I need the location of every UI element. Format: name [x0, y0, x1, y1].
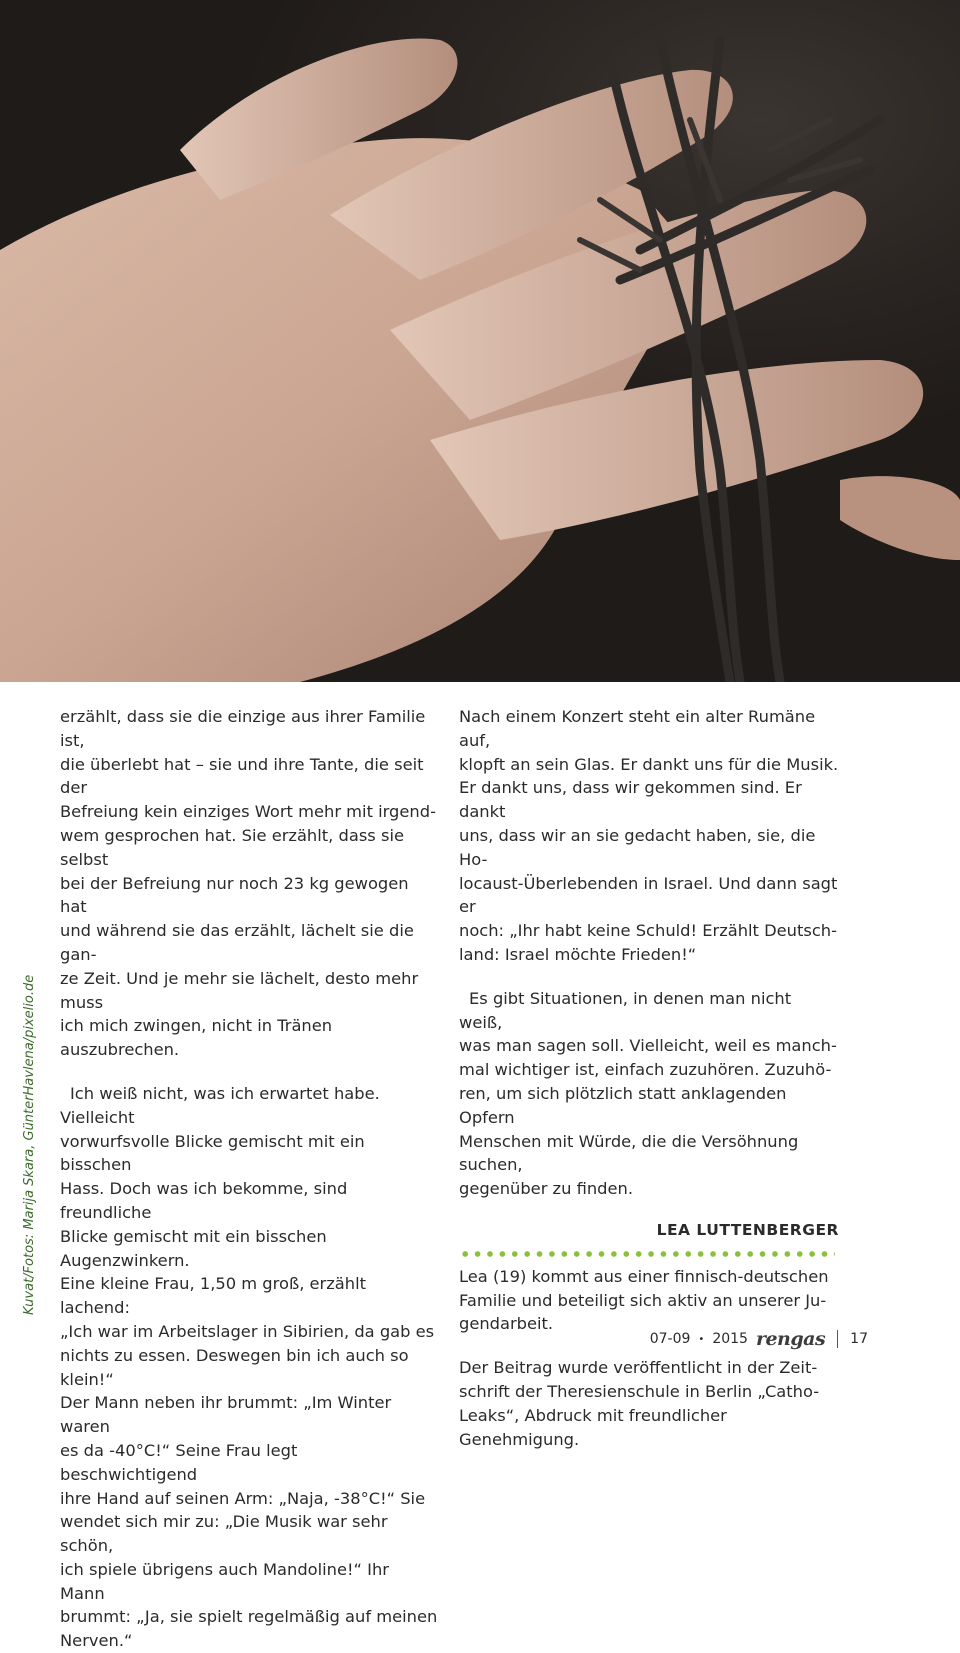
footer-bullet: •	[698, 1333, 705, 1345]
page-footer	[650, 1328, 868, 1350]
left-column	[60, 705, 438, 1653]
left-paragraph-1: erzählt, dass sie die einzige aus ihrer Familie ist, die überlebt hat – sie und ihre Tante, die seit der Befreiung kein einziges Wort mehr mit irgend- wem gesprochen hat. Sie erzählt, dass sie selbst bei der Befreiung nur noch 23 kg gewogen hat und während sie das erzählt, lächelt sie die gan- ze Zeit. Und je mehr sie lächelt, desto mehr muss ich mich zwingen, nicht in Tränen auszubrechen.	[60, 707, 436, 1060]
photo-credit: Kuvat/Fotos: Marija Skara, GünterHavlena/pixelio.de	[22, 974, 37, 1315]
author-name: LEA LUTTENBERGER	[656, 1220, 839, 1239]
footer-separator	[837, 1330, 838, 1348]
issue-number: 07-09	[649, 1331, 691, 1347]
magazine-logo: rengas	[755, 1328, 826, 1350]
left-paragraph-2: Ich weiß nicht, was ich erwartet habe. Vielleicht vorwurfsvolle Blicke gemischt mit ein bisschen Hass. Doch was ich bekomme, sind freundliche Blicke gemischt mit ein bisschen Augenzwinkern. Eine kleine Frau, 1,50 m groß, erzählt lachend: „Ich war im Arbeitslager in Sibirien, da gab es nichts zu essen. Deswegen bin ich auch so klein!“ Der Mann neben ihr brummt: „Im Winter waren es da -40°C!“ Seine Frau legt beschwichtigend ihre Hand auf seinen Arm: „Naja, -38°C!“ Sie wendet sich mir zu: „Die Musik war sehr schön, ich spiele übrigens auch Mandoline!“ Ihr Mann brummt: „Ja, sie spielt regelmäßig auf meinen Nerven.“	[60, 1083, 438, 1651]
dotted-divider	[459, 1249, 835, 1259]
page-number: 17	[850, 1331, 868, 1347]
right-paragraph-1: Nach einem Konzert steht ein alter Rumäne auf, klopft an sein Glas. Er dankt uns für die Musik. Er dankt uns, dass wir gekommen sind. Er dankt uns, dass wir an sie gedacht haben, sie, die Ho- locaust-Überlebenden in Israel. Und dann sagt er noch: „Ihr habt keine Schuld! Erzählt Deutsch- land: Israel möchte Frieden!“	[459, 707, 839, 964]
hand-barbed-wire-photo	[0, 0, 960, 682]
issue-year: 2015	[712, 1331, 748, 1347]
publication-note: Der Beitrag wurde veröffentlicht in der Zeit- schrift der Theresienschule in Berlin „Catho- Leaks“, Abdruck mit freundlicher Genehmigung.	[459, 1358, 820, 1449]
photo-illustration	[0, 0, 960, 682]
right-paragraph-2: Es gibt Situationen, in denen man nicht weiß, was man sagen soll. Vielleicht, weil es manch- mal wichtiger ist, einfach zuzuhören. Zuzuhö- ren, um sich plötzlich statt anklagenden Opfern Menschen mit Würde, die die Versöhnung suchen, gegenüber zu finden.	[459, 988, 837, 1199]
author-bio: Lea (19) kommt aus einer finnisch-deutschen Familie und beteiligt sich aktiv an unserer Ju- gendarbeit.	[459, 1266, 829, 1334]
